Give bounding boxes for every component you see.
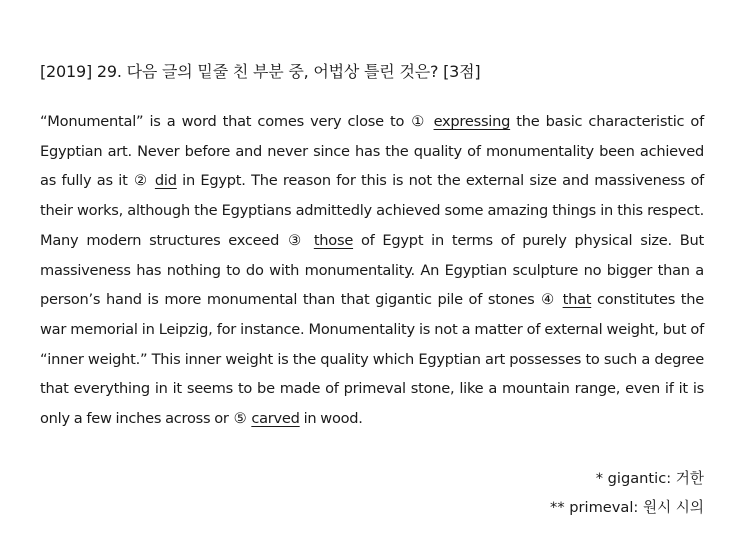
footnote-meaning: 원시 시의 (642, 499, 704, 516)
passage-segment: “Monumental” is a word that comes very close to (40, 113, 405, 130)
underlined-choice-1: expressing (433, 113, 511, 130)
question-text: 29. 다음 글의 밑줄 친 부분 중, 어법상 틀린 것은? [3점] (96, 62, 481, 81)
question-title (40, 60, 704, 84)
question-year: [2019] (40, 62, 93, 81)
choice-marker-2: ② (134, 172, 149, 190)
underlined-choice-5: carved (251, 410, 300, 428)
passage-segment: constitutes the war memorial in Leipzig, for instance. Monumentality is not a matter of external weight, but of “inner weight.” This inner weight is the quality which Egyptian art possesses to such a degree that everything in it seems to be made of primeval stone, like a mountain range, even if it is only a few inches across or (40, 291, 705, 428)
underlined-choice-4: that (562, 291, 592, 309)
footnote-mark: ** (550, 499, 565, 516)
choice-marker-5: ⑤ (233, 410, 247, 428)
choice-marker-4: ④ (541, 291, 556, 309)
footnote-mark: * (595, 470, 604, 487)
passage (40, 107, 704, 434)
passage-segment: in Egypt. The reason for this is not the external size and massiveness of their works, although the Egyptians admittedly achieved some amazing things in this respect. Many modern structures exceed (40, 172, 705, 249)
exam-question (40, 0, 704, 557)
passage-segment: of Egypt in terms of purely physical size. But massiveness has nothing to do with monumentality. An Egyptian sculpture no bigger than a person’s hand is more monumental than that gigantic pile of stones (40, 231, 705, 309)
passage-segment: in wood. (303, 410, 363, 428)
footnote-gigantic (596, 467, 704, 491)
footnote-term: gigantic: (607, 470, 672, 487)
underlined-choice-3: those (313, 231, 354, 249)
passage-segment: the basic characteristic of Egyptian art. Never before and never since has the quality of monumentality been achieved as fully as it (40, 113, 704, 190)
footnote-primeval (550, 496, 704, 520)
footnote-meaning: 거한 (675, 470, 704, 487)
choice-marker-3: ③ (288, 231, 305, 249)
underlined-choice-2: did (154, 172, 177, 190)
choice-marker-1: ① (411, 113, 427, 130)
footnote-term: primeval: (569, 499, 639, 516)
